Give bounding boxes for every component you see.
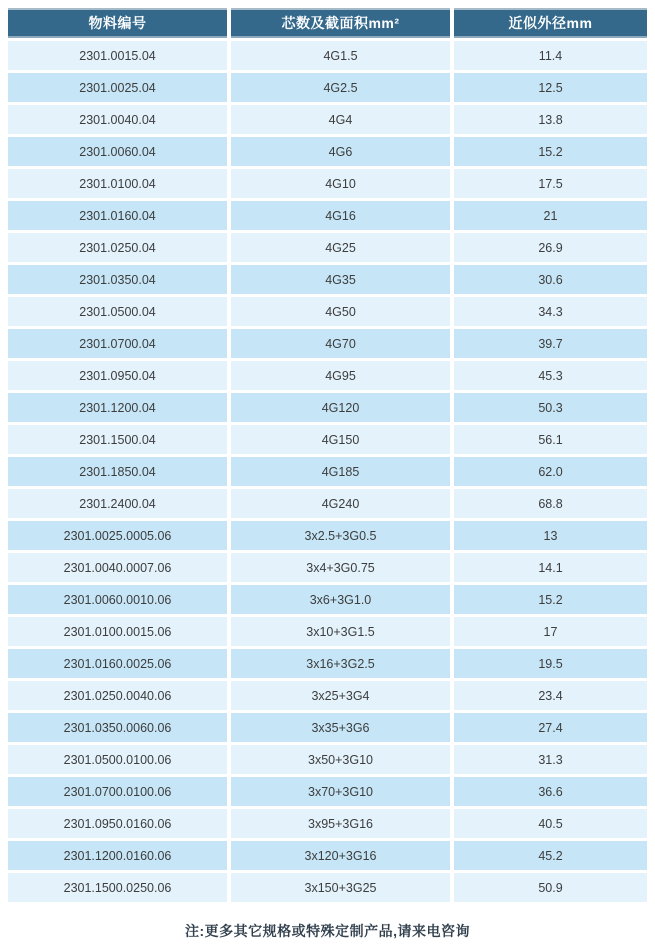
cell-core-cross-section: 4G150 bbox=[231, 425, 450, 454]
table-row bbox=[8, 745, 647, 774]
cell-material-number: 2301.2400.04 bbox=[8, 489, 227, 518]
cell-outer-diameter: 50.3 bbox=[454, 393, 647, 422]
cell-core-cross-section: 3x6+3G1.0 bbox=[231, 585, 450, 614]
cell-core-cross-section: 3x50+3G10 bbox=[231, 745, 450, 774]
table-row bbox=[8, 233, 647, 262]
table-row bbox=[8, 297, 647, 326]
cell-outer-diameter: 68.8 bbox=[454, 489, 647, 518]
table-row bbox=[8, 681, 647, 710]
cell-core-cross-section: 4G240 bbox=[231, 489, 450, 518]
cell-outer-diameter: 17 bbox=[454, 617, 647, 646]
table-row bbox=[8, 617, 647, 646]
cell-core-cross-section: 3x150+3G25 bbox=[231, 873, 450, 902]
cell-core-cross-section: 4G6 bbox=[231, 137, 450, 166]
cell-outer-diameter: 13.8 bbox=[454, 105, 647, 134]
cell-material-number: 2301.0025.04 bbox=[8, 73, 227, 102]
table-row bbox=[8, 489, 647, 518]
cell-core-cross-section: 4G1.5 bbox=[231, 41, 450, 70]
cell-outer-diameter: 62.0 bbox=[454, 457, 647, 486]
cell-outer-diameter: 26.9 bbox=[454, 233, 647, 262]
footer-note: 注:更多其它规格或特殊定制产品,请来电咨询 bbox=[184, 923, 471, 939]
cell-material-number: 2301.0015.04 bbox=[8, 41, 227, 70]
cell-core-cross-section: 4G2.5 bbox=[231, 73, 450, 102]
table-row bbox=[8, 105, 647, 134]
cell-material-number: 2301.0060.04 bbox=[8, 137, 227, 166]
cell-material-number: 2301.1200.04 bbox=[8, 393, 227, 422]
cell-outer-diameter: 45.3 bbox=[454, 361, 647, 390]
cell-core-cross-section: 3x95+3G16 bbox=[231, 809, 450, 838]
table-row bbox=[8, 73, 647, 102]
cell-material-number: 2301.0100.0015.06 bbox=[8, 617, 227, 646]
table-row bbox=[8, 713, 647, 742]
cell-core-cross-section: 4G4 bbox=[231, 105, 450, 134]
table-row bbox=[8, 457, 647, 486]
cell-material-number: 2301.0040.04 bbox=[8, 105, 227, 134]
cell-core-cross-section: 4G50 bbox=[231, 297, 450, 326]
cell-outer-diameter: 39.7 bbox=[454, 329, 647, 358]
table-row bbox=[8, 425, 647, 454]
cell-outer-diameter: 15.2 bbox=[454, 137, 647, 166]
cell-material-number: 2301.1850.04 bbox=[8, 457, 227, 486]
table-row bbox=[8, 137, 647, 166]
cell-material-number: 2301.0060.0010.06 bbox=[8, 585, 227, 614]
table-row bbox=[8, 329, 647, 358]
cell-core-cross-section: 4G95 bbox=[231, 361, 450, 390]
cell-outer-diameter: 15.2 bbox=[454, 585, 647, 614]
table-row bbox=[8, 41, 647, 70]
cell-material-number: 2301.0040.0007.06 bbox=[8, 553, 227, 582]
cell-outer-diameter: 21 bbox=[454, 201, 647, 230]
cell-material-number: 2301.0025.0005.06 bbox=[8, 521, 227, 550]
cell-core-cross-section: 4G10 bbox=[231, 169, 450, 198]
cell-core-cross-section: 4G185 bbox=[231, 457, 450, 486]
cell-outer-diameter: 50.9 bbox=[454, 873, 647, 902]
table-row bbox=[8, 201, 647, 230]
cell-core-cross-section: 3x35+3G6 bbox=[231, 713, 450, 742]
cell-outer-diameter: 27.4 bbox=[454, 713, 647, 742]
table-row bbox=[8, 169, 647, 198]
column-header-material-number: 物料编号 bbox=[8, 8, 227, 38]
table-row bbox=[8, 873, 647, 902]
cell-core-cross-section: 3x25+3G4 bbox=[231, 681, 450, 710]
cell-core-cross-section: 3x70+3G10 bbox=[231, 777, 450, 806]
table-row bbox=[8, 361, 647, 390]
cell-material-number: 2301.1200.0160.06 bbox=[8, 841, 227, 870]
table-header bbox=[8, 8, 647, 38]
cell-material-number: 2301.0160.04 bbox=[8, 201, 227, 230]
cell-material-number: 2301.0500.0100.06 bbox=[8, 745, 227, 774]
table-row bbox=[8, 585, 647, 614]
table-row bbox=[8, 265, 647, 294]
table-body bbox=[8, 41, 647, 902]
cell-outer-diameter: 11.4 bbox=[454, 41, 647, 70]
cell-material-number: 2301.0500.04 bbox=[8, 297, 227, 326]
cell-outer-diameter: 34.3 bbox=[454, 297, 647, 326]
cell-outer-diameter: 13 bbox=[454, 521, 647, 550]
cell-core-cross-section: 3x4+3G0.75 bbox=[231, 553, 450, 582]
cell-material-number: 2301.0950.0160.06 bbox=[8, 809, 227, 838]
table-row bbox=[8, 841, 647, 870]
cell-outer-diameter: 45.2 bbox=[454, 841, 647, 870]
cell-material-number: 2301.0350.0060.06 bbox=[8, 713, 227, 742]
cell-outer-diameter: 56.1 bbox=[454, 425, 647, 454]
cell-outer-diameter: 14.1 bbox=[454, 553, 647, 582]
cell-outer-diameter: 19.5 bbox=[454, 649, 647, 678]
cell-outer-diameter: 31.3 bbox=[454, 745, 647, 774]
cell-core-cross-section: 4G16 bbox=[231, 201, 450, 230]
header-row bbox=[8, 8, 647, 38]
cable-spec-table bbox=[4, 5, 651, 905]
table-row bbox=[8, 521, 647, 550]
column-header-core-cross-section: 芯数及截面积mm² bbox=[231, 8, 450, 38]
cell-core-cross-section: 3x10+3G1.5 bbox=[231, 617, 450, 646]
table-row bbox=[8, 777, 647, 806]
cell-core-cross-section: 3x120+3G16 bbox=[231, 841, 450, 870]
cell-material-number: 2301.0950.04 bbox=[8, 361, 227, 390]
table-row bbox=[8, 393, 647, 422]
cell-material-number: 2301.0700.04 bbox=[8, 329, 227, 358]
cell-core-cross-section: 4G25 bbox=[231, 233, 450, 262]
table-row bbox=[8, 809, 647, 838]
cell-outer-diameter: 12.5 bbox=[454, 73, 647, 102]
cell-core-cross-section: 4G70 bbox=[231, 329, 450, 358]
cell-material-number: 2301.0350.04 bbox=[8, 265, 227, 294]
column-header-outer-diameter: 近似外径mm bbox=[454, 8, 647, 38]
cell-outer-diameter: 36.6 bbox=[454, 777, 647, 806]
cell-material-number: 2301.0700.0100.06 bbox=[8, 777, 227, 806]
cell-outer-diameter: 23.4 bbox=[454, 681, 647, 710]
cell-material-number: 2301.0100.04 bbox=[8, 169, 227, 198]
cell-material-number: 2301.0250.0040.06 bbox=[8, 681, 227, 710]
cell-material-number: 2301.1500.04 bbox=[8, 425, 227, 454]
cell-core-cross-section: 3x16+3G2.5 bbox=[231, 649, 450, 678]
cell-outer-diameter: 40.5 bbox=[454, 809, 647, 838]
cell-material-number: 2301.0160.0025.06 bbox=[8, 649, 227, 678]
cell-core-cross-section: 4G35 bbox=[231, 265, 450, 294]
cell-material-number: 2301.1500.0250.06 bbox=[8, 873, 227, 902]
table-row bbox=[8, 649, 647, 678]
cell-outer-diameter: 30.6 bbox=[454, 265, 647, 294]
cell-core-cross-section: 4G120 bbox=[231, 393, 450, 422]
table-row bbox=[8, 553, 647, 582]
cell-material-number: 2301.0250.04 bbox=[8, 233, 227, 262]
cell-core-cross-section: 3x2.5+3G0.5 bbox=[231, 521, 450, 550]
cell-outer-diameter: 17.5 bbox=[454, 169, 647, 198]
